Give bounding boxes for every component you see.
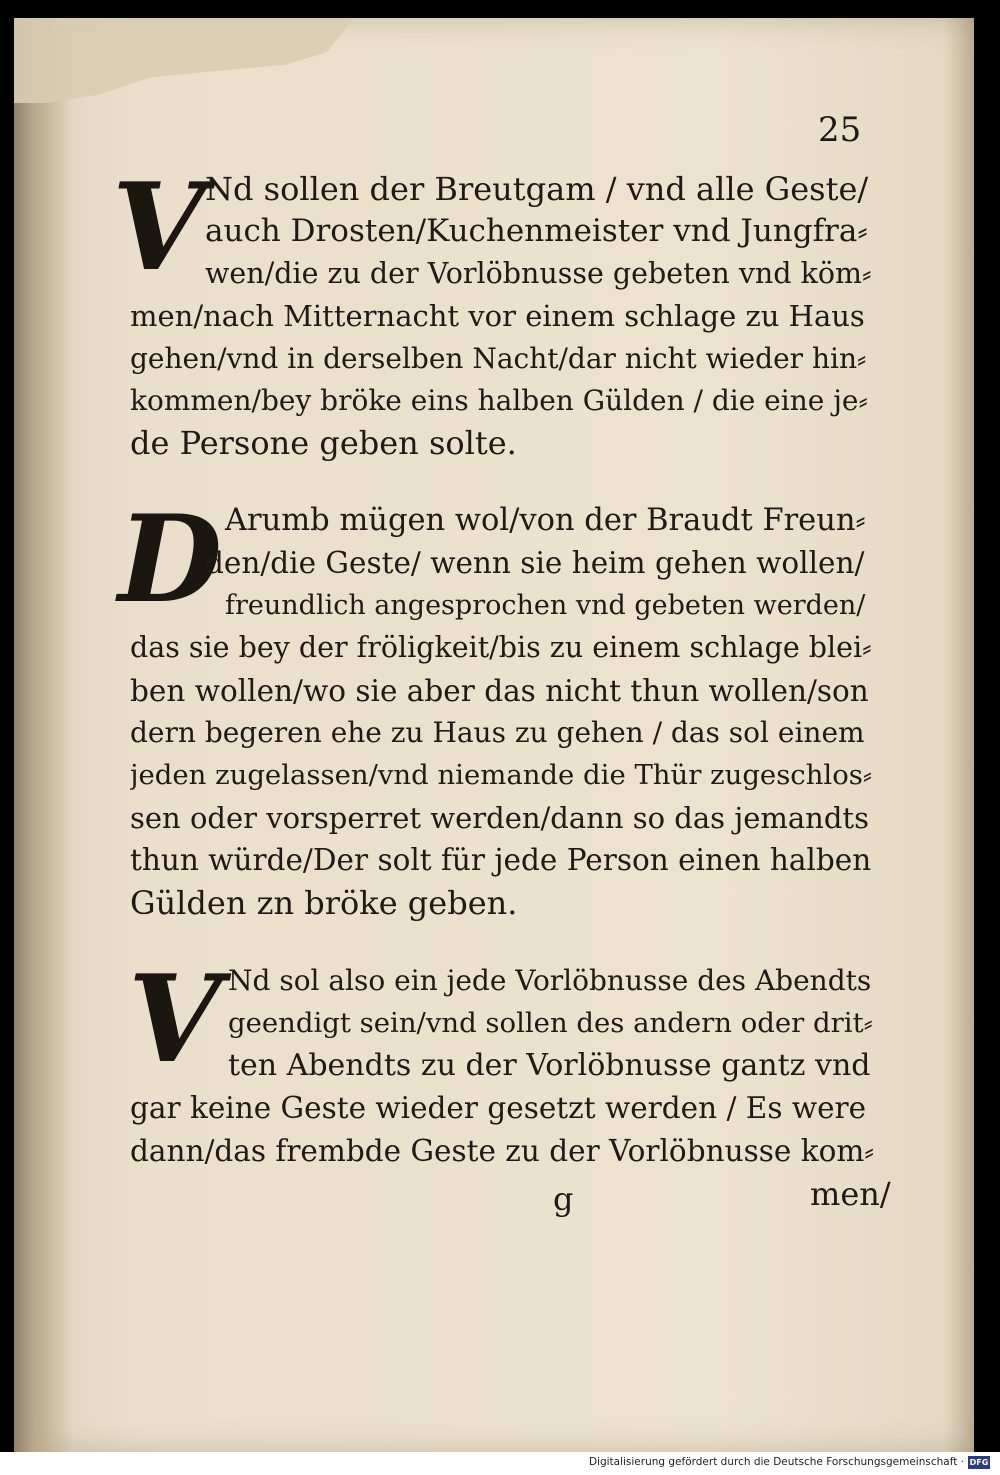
text-line: Nd sollen der Breutgam / vnd alle Geste/ bbox=[205, 170, 869, 208]
page-number: 25 bbox=[818, 110, 862, 150]
text-line: thun würde/Der solt für jede Person einen halben bbox=[130, 843, 872, 878]
text-line: kommen/bey bröke eins halben Gülden / die eine je⸗ bbox=[130, 383, 868, 417]
page-gutter-shadow bbox=[14, 18, 74, 1452]
text-line: freundlich angesprochen vnd gebeten werden/ bbox=[225, 589, 866, 621]
paragraph-1 bbox=[130, 168, 875, 465]
text-line: gehen/vnd in derselben Nacht/dar nicht wieder hin⸗ bbox=[130, 341, 867, 375]
dfg-logo-icon: DFG bbox=[969, 1458, 989, 1467]
text-line: wen/die zu der Vorlöbnusse gebeten vnd köm⸗ bbox=[205, 256, 872, 290]
text-line: men/nach Mitternacht vor einem schlage zu Haus bbox=[130, 299, 865, 334]
paragraph-2 bbox=[130, 500, 875, 924]
paragraph-3 bbox=[128, 949, 875, 1172]
signature-mark: g bbox=[553, 1180, 574, 1218]
catchword: men/ bbox=[810, 1175, 891, 1213]
text-line: jeden zugelassen/vnd niemande die Thür zugeschlos⸗ bbox=[130, 759, 873, 792]
footer-credit: Digitalisierung gefördert durch die Deutsche Forschungsgemeinschaft · bbox=[588, 1456, 964, 1468]
text-line: dern begeren ehe zu Haus zu gehen / das sol einem bbox=[130, 715, 865, 749]
text-line: geendigt sein/vnd sollen des andern oder drit⸗ bbox=[228, 1007, 873, 1040]
text-line: den/die Geste/ wenn sie heim gehen wollen/ bbox=[205, 546, 865, 581]
drop-cap-1: V bbox=[112, 157, 206, 298]
text-line: ten Abendts zu der Vorlöbnusse gantz vnd bbox=[228, 1047, 871, 1083]
text-line: dann/das frembde Geste zu der Vorlöbnusse kom⸗ bbox=[130, 1133, 875, 1168]
text-line: Nd sol also ein jede Vorlöbnusse des Abendts bbox=[228, 964, 872, 997]
text-line: Gülden zn bröke geben. bbox=[130, 883, 518, 922]
drop-cap-2: D bbox=[118, 489, 223, 630]
text-line: auch Drosten/Kuchenmeister vnd Jungfra⸗ bbox=[205, 213, 868, 250]
text-line: Arumb mügen wol/von der Braudt Freun⸗ bbox=[225, 503, 866, 538]
text-line: ben wollen/wo sie aber das nicht thun wollen/son bbox=[130, 673, 869, 708]
text-line: das sie bey der fröligkeit/bis zu einem schlage blei⸗ bbox=[130, 631, 872, 665]
text-line: gar keine Geste wieder gesetzt werden / Es were bbox=[130, 1091, 867, 1126]
drop-cap-3: V bbox=[128, 949, 222, 1090]
text-line: de Persone geben solte. bbox=[130, 424, 517, 463]
text-line: sen oder vorsperret werden/dann so das jemandts bbox=[130, 800, 869, 835]
